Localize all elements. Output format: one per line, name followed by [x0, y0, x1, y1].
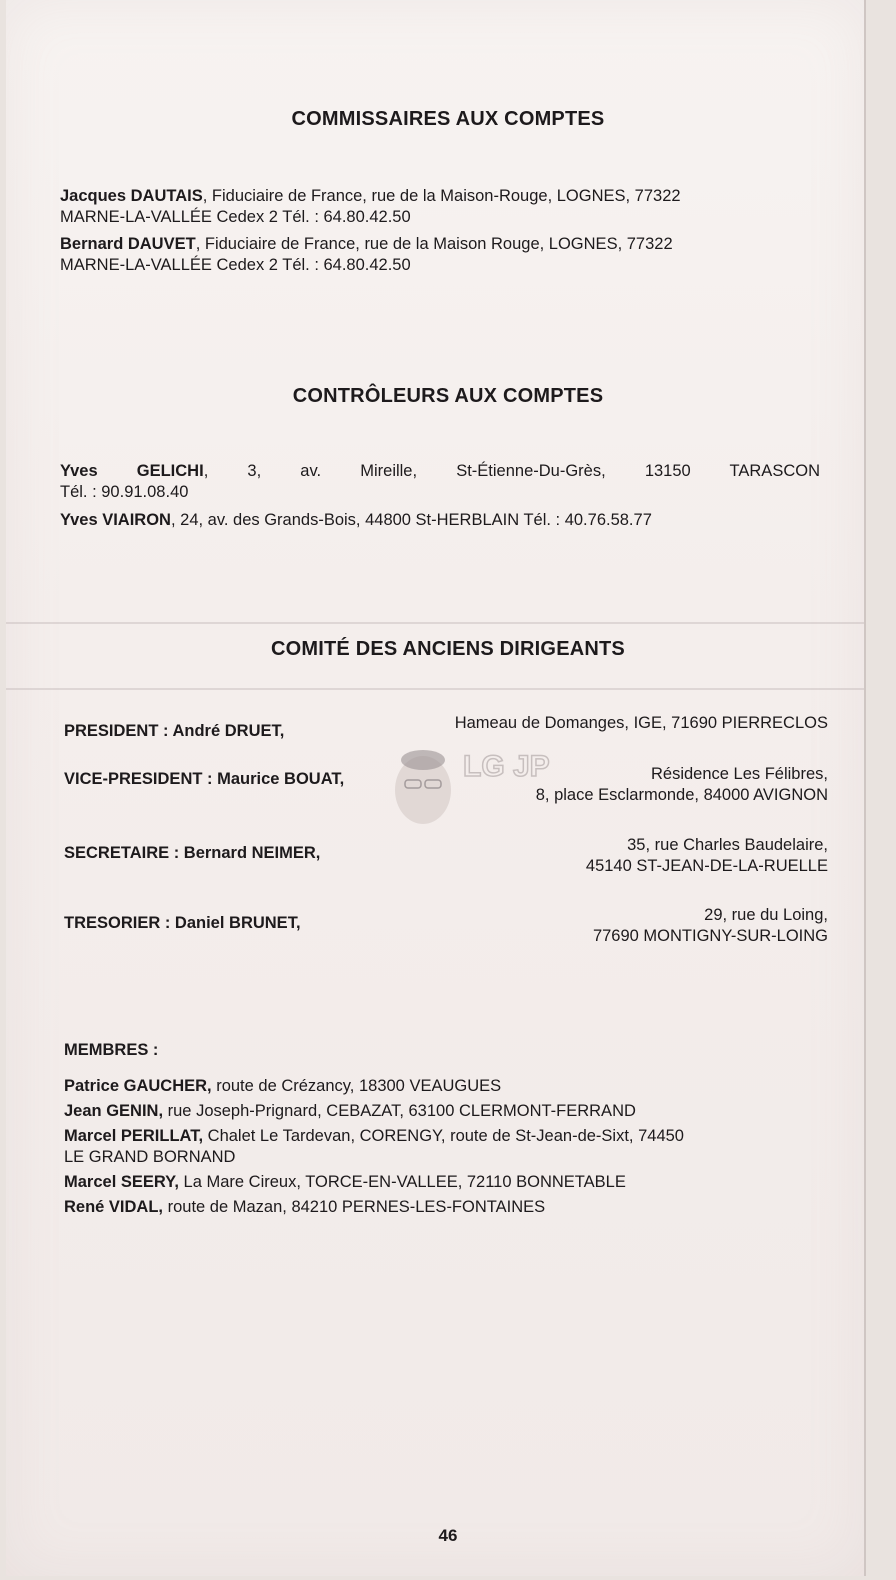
fold-line: [6, 688, 864, 690]
officer-president: PRESIDENT : André DRUET,: [64, 722, 285, 740]
officer-address: [455, 713, 828, 734]
address-line: 29, rue du Loing,: [704, 906, 828, 924]
member-name: Marcel SEERY,: [64, 1173, 179, 1191]
member-name: Patrice GAUCHER,: [64, 1077, 212, 1095]
entry-text-2: Tél. : 90.91.08.40: [60, 483, 189, 501]
entry-name: Yves GELICHI: [60, 462, 204, 480]
address-line: 35, rue Charles Baudelaire,: [627, 836, 828, 854]
officer-tresorier: TRESORIER : Daniel BRUNET,: [64, 914, 301, 932]
entry-text: , Fiduciaire de France, rue de la Maison-Rouge, LOGNES, 77322: [202, 187, 681, 205]
member-address-2: LE GRAND BORNAND: [64, 1148, 236, 1166]
member-name: Marcel PERILLAT,: [64, 1127, 204, 1145]
officer-vice-president: VICE-PRESIDENT : Maurice BOUAT,: [64, 770, 345, 788]
member-address: route de Crézancy, 18300 VEAUGUES: [211, 1077, 502, 1095]
entry-name: Jacques DAUTAIS: [60, 187, 203, 205]
heading-controleurs: CONTRÔLEURS AUX COMPTES: [292, 385, 604, 407]
list-item: [64, 1172, 834, 1193]
officer-address: [536, 764, 828, 806]
address-line: 77690 MONTIGNY-SUR-LOING: [592, 927, 828, 945]
list-item: [64, 1126, 834, 1168]
officer-secretaire: SECRETAIRE : Bernard NEIMER,: [64, 844, 321, 862]
members-label: MEMBRES :: [64, 1041, 159, 1059]
officer-address: [586, 835, 828, 877]
commissaire-entry: [60, 186, 830, 228]
entry-text-2: MARNE-LA-VALLÉE Cedex 2 Tél. : 64.80.42.50: [60, 208, 411, 226]
address-line: 8, place Esclarmonde, 84000 AVIGNON: [535, 786, 828, 804]
member-name: Jean GENIN,: [64, 1102, 164, 1120]
controleur-entry: [60, 510, 830, 531]
commissaire-entry: [60, 234, 830, 276]
fold-line: [6, 622, 864, 624]
member-name: René VIDAL,: [64, 1198, 164, 1216]
entry-text: , 3, av. Mireille, St-Étienne-Du-Grès, 13150 TARASCON: [203, 462, 820, 480]
heading-commissaires: COMMISSAIRES AUX COMPTES: [291, 108, 605, 130]
list-item: [64, 1197, 834, 1218]
officer-address: [593, 905, 828, 947]
entry-name: Bernard DAUVET: [60, 235, 196, 253]
list-item: [64, 1076, 834, 1097]
member-address: rue Joseph-Prignard, CEBAZAT, 63100 CLERMONT-FERRAND: [163, 1102, 636, 1120]
entry-text: , 24, av. des Grands-Bois, 44800 St-HERBLAIN Tél. : 40.76.58.77: [170, 511, 652, 529]
member-address: route de Mazan, 84210 PERNES-LES-FONTAINES: [163, 1198, 546, 1216]
member-address: La Mare Cireux, TORCE-EN-VALLEE, 72110 BONNETABLE: [178, 1173, 626, 1191]
entry-text: , Fiduciaire de France, rue de la Maison Rouge, LOGNES, 77322: [195, 235, 673, 253]
address-line: Résidence Les Félibres,: [650, 765, 828, 783]
controleur-entry: [60, 461, 820, 503]
page-number: 46: [438, 1526, 458, 1545]
entry-name: Yves VIAIRON: [60, 511, 171, 529]
watermark-text: LG JP: [463, 750, 550, 783]
member-address: Chalet Le Tardevan, CORENGY, route de St-Jean-de-Sixt, 74450: [203, 1127, 684, 1145]
list-item: [64, 1101, 834, 1122]
entry-text-2: MARNE-LA-VALLÉE Cedex 2 Tél. : 64.80.42.50: [60, 256, 411, 274]
address-line: 45140 ST-JEAN-DE-LA-RUELLE: [585, 857, 828, 875]
portrait-watermark: [385, 738, 550, 838]
heading-comite: COMITÉ DES ANCIENS DIRIGEANTS: [271, 638, 625, 660]
member-list: [64, 1076, 834, 1218]
address-line: Hameau de Domanges, IGE, 71690 PIERRECLOS: [454, 714, 828, 732]
